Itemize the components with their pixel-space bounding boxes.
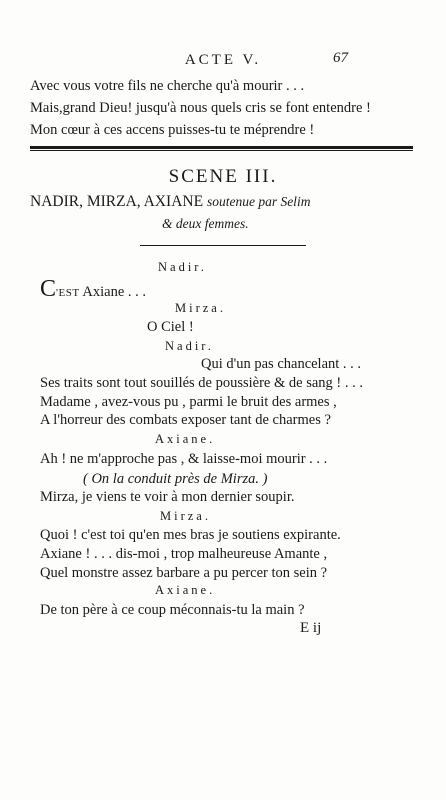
verse-line: A l'horreur des combats exposer tant de charmes ? (40, 412, 331, 428)
cast-note: soutenue par Selim (206, 194, 311, 209)
signature-mark: E ij (300, 620, 322, 636)
verse-line: Madame , avez-vous pu , parmi le bruit des armes , (40, 394, 337, 410)
page-number: 67 (333, 50, 348, 66)
stage-direction: ( On la conduit près de Mirza. ) (83, 471, 268, 487)
section-divider (30, 146, 413, 151)
verse-line: Ah ! ne m'approche pas , & laisse-moi mourir . . . (40, 451, 328, 467)
speaker-nadir: Nadir. (165, 339, 214, 353)
cast-note-continued: & deux femmes. (162, 216, 249, 231)
speaker-axiane: Axiane. (155, 583, 216, 597)
verse-line: Mais,grand Dieu! jusqu'à nous quels cris se font entendre ! (30, 100, 371, 116)
verse-line: C'EST Axiane . . . (40, 276, 147, 302)
short-rule (140, 245, 306, 246)
verse-line: Ses traits sont tout souillés de poussière & de sang ! . . . (40, 375, 363, 391)
cast-list (30, 193, 310, 211)
speaker-mirza: Mirza. (175, 301, 226, 315)
verse-line: Axiane ! . . . dis-moi , trop malheureuse Amante , (40, 546, 328, 562)
speaker-nadir: Nadir. (158, 260, 207, 274)
verse-line: Avec vous votre fils ne cherche qu'à mourir . . . (30, 78, 305, 94)
cast-names: NADIR, MIRZA, AXIANE (30, 193, 204, 210)
speaker-axiane: Axiane. (155, 432, 216, 446)
verse-line: De ton père à ce coup méconnais-tu la main ? (40, 602, 305, 618)
scene-title: SCENE III. (168, 166, 278, 187)
verse-line: Quel monstre assez barbare a pu percer ton sein ? (40, 565, 328, 581)
verse-line: Mirza, je viens te voir à mon dernier soupir. (40, 489, 295, 505)
speaker-mirza: Mirza. (160, 509, 211, 523)
verse-line: Quoi ! c'est toi qu'en mes bras je soutiens expirante. (40, 527, 341, 543)
running-head: ACTE V. (184, 52, 262, 68)
verse-line: Mon cœur à ces accens puisses-tu te méprendre ! (30, 122, 315, 138)
verse-line: Qui d'un pas chancelant . . . (201, 356, 362, 372)
verse-line: O Ciel ! (147, 319, 194, 335)
